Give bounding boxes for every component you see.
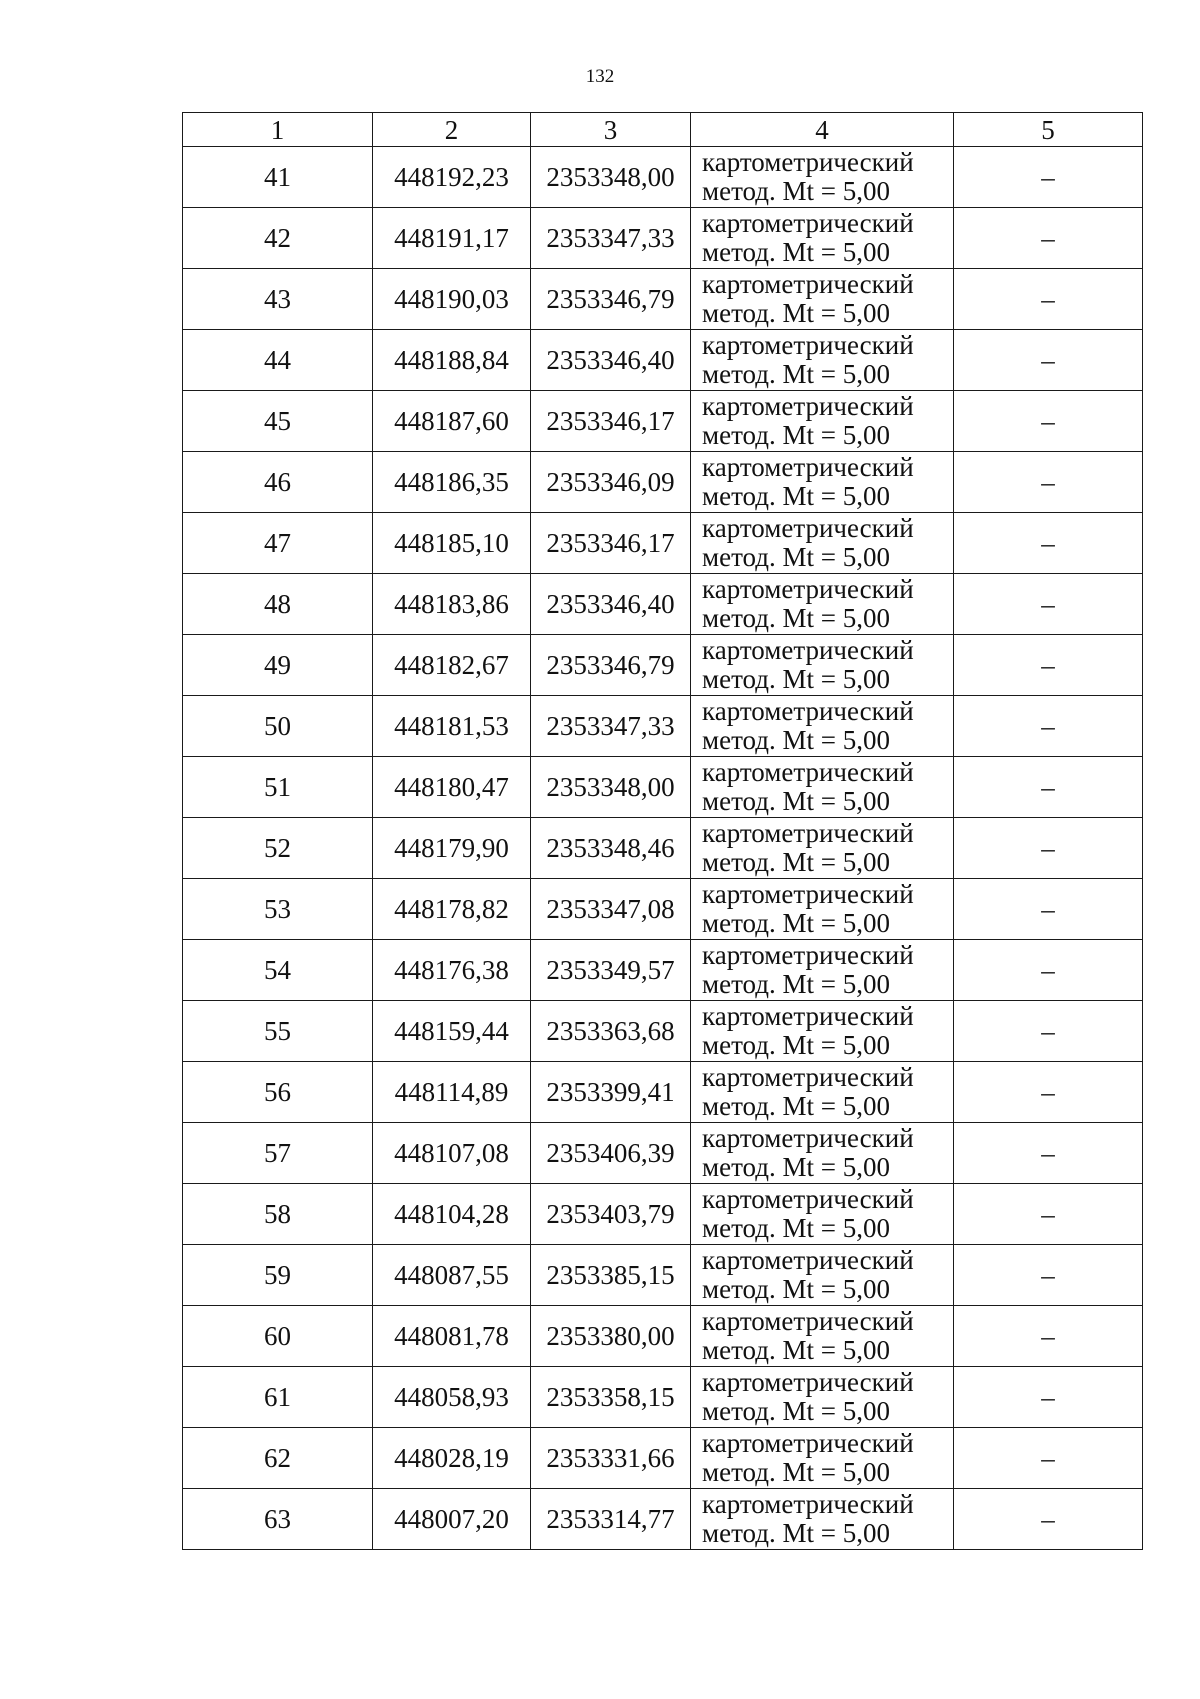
note-cell: – bbox=[954, 391, 1143, 452]
note-cell: – bbox=[954, 1489, 1143, 1550]
x-coordinate-cell: 448028,19 bbox=[373, 1428, 531, 1489]
method-line-2: метод. Mt = 5,00 bbox=[702, 786, 890, 816]
method-line-1: картометрический bbox=[702, 635, 914, 665]
point-number-cell: 42 bbox=[183, 208, 373, 269]
method-line-1: картометрический bbox=[702, 1062, 914, 1092]
table-body bbox=[183, 147, 1143, 1550]
method-cell bbox=[691, 696, 954, 757]
method-line-1: картометрический bbox=[702, 1245, 914, 1275]
method-cell bbox=[691, 1062, 954, 1123]
method-line-1: картометрический bbox=[702, 757, 914, 787]
method-line-2: метод. Mt = 5,00 bbox=[702, 1213, 890, 1243]
method-line-1: картометрический bbox=[702, 391, 914, 421]
point-number-cell: 60 bbox=[183, 1306, 373, 1367]
table-row bbox=[183, 1123, 1143, 1184]
point-number-cell: 55 bbox=[183, 1001, 373, 1062]
point-number-cell: 54 bbox=[183, 940, 373, 1001]
y-coordinate-cell: 2353406,39 bbox=[531, 1123, 691, 1184]
method-line-1: картометрический bbox=[702, 818, 914, 848]
x-coordinate-cell: 448180,47 bbox=[373, 757, 531, 818]
method-cell bbox=[691, 330, 954, 391]
y-coordinate-cell: 2353363,68 bbox=[531, 1001, 691, 1062]
table-row bbox=[183, 818, 1143, 879]
note-cell: – bbox=[954, 818, 1143, 879]
y-coordinate-cell: 2353380,00 bbox=[531, 1306, 691, 1367]
y-coordinate-cell: 2353348,00 bbox=[531, 147, 691, 208]
y-coordinate-cell: 2353346,40 bbox=[531, 574, 691, 635]
x-coordinate-cell: 448176,38 bbox=[373, 940, 531, 1001]
column-header-1: 1 bbox=[183, 113, 373, 147]
method-cell bbox=[691, 1306, 954, 1367]
method-line-1: картометрический bbox=[702, 1428, 914, 1458]
method-line-2: метод. Mt = 5,00 bbox=[702, 359, 890, 389]
table-row bbox=[183, 1062, 1143, 1123]
table-row bbox=[183, 574, 1143, 635]
coordinates-table bbox=[182, 112, 1143, 1550]
method-line-2: метод. Mt = 5,00 bbox=[702, 1335, 890, 1365]
point-number-cell: 41 bbox=[183, 147, 373, 208]
y-coordinate-cell: 2353347,08 bbox=[531, 879, 691, 940]
note-cell: – bbox=[954, 696, 1143, 757]
method-line-2: метод. Mt = 5,00 bbox=[702, 481, 890, 511]
table-row bbox=[183, 635, 1143, 696]
y-coordinate-cell: 2353331,66 bbox=[531, 1428, 691, 1489]
x-coordinate-cell: 448179,90 bbox=[373, 818, 531, 879]
method-line-1: картометрический bbox=[702, 1123, 914, 1153]
method-line-1: картометрический bbox=[702, 1306, 914, 1336]
note-cell: – bbox=[954, 1184, 1143, 1245]
y-coordinate-cell: 2353346,79 bbox=[531, 269, 691, 330]
table-row bbox=[183, 208, 1143, 269]
y-coordinate-cell: 2353347,33 bbox=[531, 696, 691, 757]
method-line-1: картометрический bbox=[702, 208, 914, 238]
note-cell: – bbox=[954, 513, 1143, 574]
table-header bbox=[183, 113, 1143, 147]
method-cell bbox=[691, 940, 954, 1001]
x-coordinate-cell: 448182,67 bbox=[373, 635, 531, 696]
x-coordinate-cell: 448087,55 bbox=[373, 1245, 531, 1306]
method-line-1: картометрический bbox=[702, 269, 914, 299]
x-coordinate-cell: 448104,28 bbox=[373, 1184, 531, 1245]
note-cell: – bbox=[954, 269, 1143, 330]
method-line-1: картометрический bbox=[702, 330, 914, 360]
y-coordinate-cell: 2353348,00 bbox=[531, 757, 691, 818]
method-line-1: картометрический bbox=[702, 1184, 914, 1214]
method-cell bbox=[691, 1184, 954, 1245]
method-cell bbox=[691, 818, 954, 879]
point-number-cell: 44 bbox=[183, 330, 373, 391]
method-cell bbox=[691, 1367, 954, 1428]
method-cell bbox=[691, 879, 954, 940]
point-number-cell: 57 bbox=[183, 1123, 373, 1184]
method-cell bbox=[691, 574, 954, 635]
method-line-2: метод. Mt = 5,00 bbox=[702, 1030, 890, 1060]
method-cell bbox=[691, 1001, 954, 1062]
y-coordinate-cell: 2353349,57 bbox=[531, 940, 691, 1001]
point-number-cell: 45 bbox=[183, 391, 373, 452]
method-line-1: картометрический bbox=[702, 940, 914, 970]
method-line-2: метод. Mt = 5,00 bbox=[702, 237, 890, 267]
point-number-cell: 50 bbox=[183, 696, 373, 757]
x-coordinate-cell: 448181,53 bbox=[373, 696, 531, 757]
method-cell bbox=[691, 391, 954, 452]
table-row bbox=[183, 330, 1143, 391]
note-cell: – bbox=[954, 940, 1143, 1001]
y-coordinate-cell: 2353348,46 bbox=[531, 818, 691, 879]
y-coordinate-cell: 2353399,41 bbox=[531, 1062, 691, 1123]
method-cell bbox=[691, 635, 954, 696]
method-line-2: метод. Mt = 5,00 bbox=[702, 176, 890, 206]
table-row bbox=[183, 1001, 1143, 1062]
method-cell bbox=[691, 452, 954, 513]
note-cell: – bbox=[954, 208, 1143, 269]
method-line-2: метод. Mt = 5,00 bbox=[702, 1152, 890, 1182]
method-line-2: метод. Mt = 5,00 bbox=[702, 1518, 890, 1548]
method-line-2: метод. Mt = 5,00 bbox=[702, 603, 890, 633]
table-row bbox=[183, 1428, 1143, 1489]
note-cell: – bbox=[954, 879, 1143, 940]
point-number-cell: 48 bbox=[183, 574, 373, 635]
y-coordinate-cell: 2353346,79 bbox=[531, 635, 691, 696]
method-line-2: метод. Mt = 5,00 bbox=[702, 542, 890, 572]
y-coordinate-cell: 2353358,15 bbox=[531, 1367, 691, 1428]
method-cell bbox=[691, 1489, 954, 1550]
method-line-1: картометрический bbox=[702, 574, 914, 604]
method-line-1: картометрический bbox=[702, 879, 914, 909]
table-row bbox=[183, 1306, 1143, 1367]
x-coordinate-cell: 448192,23 bbox=[373, 147, 531, 208]
table-row bbox=[183, 147, 1143, 208]
x-coordinate-cell: 448159,44 bbox=[373, 1001, 531, 1062]
method-cell bbox=[691, 757, 954, 818]
method-line-2: метод. Mt = 5,00 bbox=[702, 1091, 890, 1121]
table-row bbox=[183, 757, 1143, 818]
x-coordinate-cell: 448187,60 bbox=[373, 391, 531, 452]
table-row bbox=[183, 1184, 1143, 1245]
table-row bbox=[183, 1367, 1143, 1428]
method-line-1: картометрический bbox=[702, 147, 914, 177]
method-line-2: метод. Mt = 5,00 bbox=[702, 420, 890, 450]
method-line-1: картометрический bbox=[702, 696, 914, 726]
method-line-2: метод. Mt = 5,00 bbox=[702, 1274, 890, 1304]
column-header-5: 5 bbox=[954, 113, 1143, 147]
method-line-1: картометрический bbox=[702, 1489, 914, 1519]
table-row bbox=[183, 269, 1143, 330]
method-line-2: метод. Mt = 5,00 bbox=[702, 908, 890, 938]
method-line-1: картометрический bbox=[702, 513, 914, 543]
method-line-2: метод. Mt = 5,00 bbox=[702, 664, 890, 694]
method-cell bbox=[691, 1245, 954, 1306]
x-coordinate-cell: 448058,93 bbox=[373, 1367, 531, 1428]
y-coordinate-cell: 2353314,77 bbox=[531, 1489, 691, 1550]
point-number-cell: 63 bbox=[183, 1489, 373, 1550]
x-coordinate-cell: 448190,03 bbox=[373, 269, 531, 330]
point-number-cell: 43 bbox=[183, 269, 373, 330]
x-coordinate-cell: 448081,78 bbox=[373, 1306, 531, 1367]
column-header-2: 2 bbox=[373, 113, 531, 147]
method-cell bbox=[691, 208, 954, 269]
point-number-cell: 47 bbox=[183, 513, 373, 574]
y-coordinate-cell: 2353403,79 bbox=[531, 1184, 691, 1245]
table-row bbox=[183, 879, 1143, 940]
point-number-cell: 56 bbox=[183, 1062, 373, 1123]
column-header-4: 4 bbox=[691, 113, 954, 147]
point-number-cell: 62 bbox=[183, 1428, 373, 1489]
y-coordinate-cell: 2353346,40 bbox=[531, 330, 691, 391]
note-cell: – bbox=[954, 1062, 1143, 1123]
note-cell: – bbox=[954, 452, 1143, 513]
method-line-1: картометрический bbox=[702, 1367, 914, 1397]
note-cell: – bbox=[954, 635, 1143, 696]
x-coordinate-cell: 448183,86 bbox=[373, 574, 531, 635]
method-cell bbox=[691, 1428, 954, 1489]
point-number-cell: 46 bbox=[183, 452, 373, 513]
point-number-cell: 59 bbox=[183, 1245, 373, 1306]
table-row bbox=[183, 452, 1143, 513]
note-cell: – bbox=[954, 147, 1143, 208]
point-number-cell: 49 bbox=[183, 635, 373, 696]
method-line-2: метод. Mt = 5,00 bbox=[702, 847, 890, 877]
method-cell bbox=[691, 269, 954, 330]
y-coordinate-cell: 2353346,17 bbox=[531, 391, 691, 452]
x-coordinate-cell: 448191,17 bbox=[373, 208, 531, 269]
x-coordinate-cell: 448188,84 bbox=[373, 330, 531, 391]
method-cell bbox=[691, 513, 954, 574]
method-line-2: метод. Mt = 5,00 bbox=[702, 1396, 890, 1426]
point-number-cell: 52 bbox=[183, 818, 373, 879]
y-coordinate-cell: 2353385,15 bbox=[531, 1245, 691, 1306]
y-coordinate-cell: 2353347,33 bbox=[531, 208, 691, 269]
x-coordinate-cell: 448114,89 bbox=[373, 1062, 531, 1123]
note-cell: – bbox=[954, 1001, 1143, 1062]
x-coordinate-cell: 448007,20 bbox=[373, 1489, 531, 1550]
method-line-1: картометрический bbox=[702, 452, 914, 482]
y-coordinate-cell: 2353346,09 bbox=[531, 452, 691, 513]
method-line-2: метод. Mt = 5,00 bbox=[702, 969, 890, 999]
table-row bbox=[183, 1489, 1143, 1550]
method-line-1: картометрический bbox=[702, 1001, 914, 1031]
note-cell: – bbox=[954, 1367, 1143, 1428]
column-header-3: 3 bbox=[531, 113, 691, 147]
table-row bbox=[183, 696, 1143, 757]
note-cell: – bbox=[954, 1428, 1143, 1489]
note-cell: – bbox=[954, 1306, 1143, 1367]
table-row bbox=[183, 940, 1143, 1001]
header-row bbox=[183, 113, 1143, 147]
point-number-cell: 58 bbox=[183, 1184, 373, 1245]
point-number-cell: 61 bbox=[183, 1367, 373, 1428]
point-number-cell: 53 bbox=[183, 879, 373, 940]
page-number: 132 bbox=[585, 66, 615, 87]
method-cell bbox=[691, 1123, 954, 1184]
y-coordinate-cell: 2353346,17 bbox=[531, 513, 691, 574]
method-line-2: метод. Mt = 5,00 bbox=[702, 298, 890, 328]
method-line-2: метод. Mt = 5,00 bbox=[702, 1457, 890, 1487]
note-cell: – bbox=[954, 330, 1143, 391]
table-row bbox=[183, 513, 1143, 574]
x-coordinate-cell: 448178,82 bbox=[373, 879, 531, 940]
method-cell bbox=[691, 147, 954, 208]
x-coordinate-cell: 448186,35 bbox=[373, 452, 531, 513]
note-cell: – bbox=[954, 574, 1143, 635]
table-row bbox=[183, 1245, 1143, 1306]
note-cell: – bbox=[954, 1123, 1143, 1184]
note-cell: – bbox=[954, 757, 1143, 818]
point-number-cell: 51 bbox=[183, 757, 373, 818]
x-coordinate-cell: 448107,08 bbox=[373, 1123, 531, 1184]
x-coordinate-cell: 448185,10 bbox=[373, 513, 531, 574]
note-cell: – bbox=[954, 1245, 1143, 1306]
method-line-2: метод. Mt = 5,00 bbox=[702, 725, 890, 755]
table-row bbox=[183, 391, 1143, 452]
